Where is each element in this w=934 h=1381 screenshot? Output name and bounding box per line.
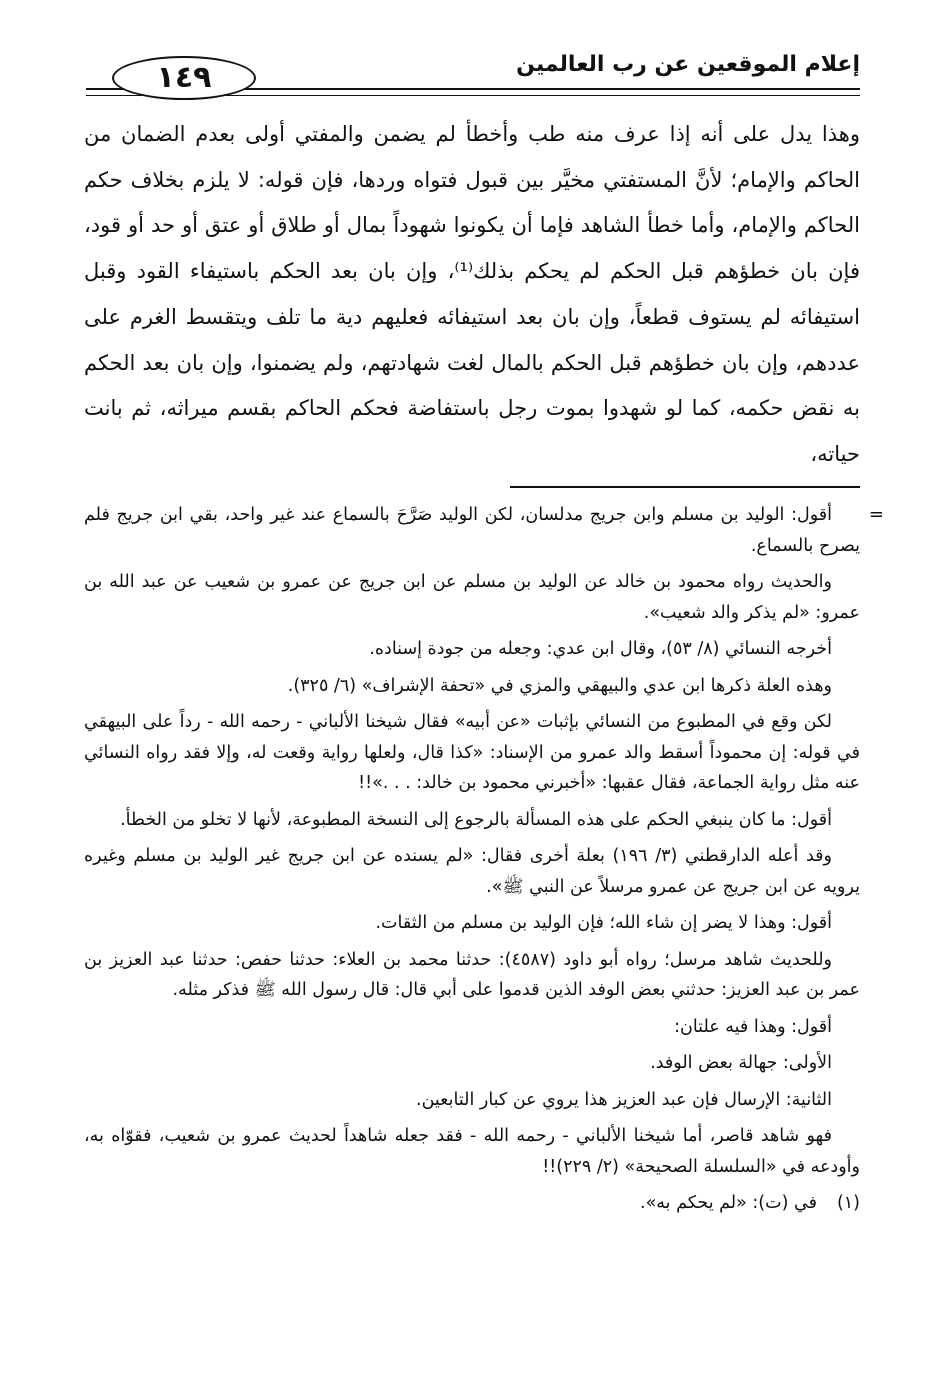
footnotes-block <box>84 500 884 1225</box>
footnote-paragraph: فهو شاهد قاصر، أما شيخنا الألباني - رحمه الله - فقد جعله شاهداً لحديث عمرو بن شعيب، فقوّاه به، وأودعه في «السلسلة الصحيحة» (٢/ ٢٢٩)!! <box>84 1126 860 1177</box>
footnote-separator <box>510 486 860 488</box>
main-paragraph: وهذا يدل على أنه إذا عرف منه طب وأخطأ لم يضمن والمفتي أولى بعدم الضمان من الحاكم والإمام؛ لأنَّ المستفتي مخيَّر بين قبول فتواه وردها، فإن قوله: لا يلزم بخلاف حكم الحاكم والإمام، وأما خطأ الشاهد فإما أن يكونوا شهوداً بمال أو طلاق أو عتق أو حد أو قود، فإن بان خطؤهم قبل الحكم لم يحكم بذلك⁽¹⁾، وإن بان بعد الحكم باستيفاء القود وقبل استيفائه لم يستوف قطعاً، وإن بان بعد استيفائه فعليهم دية ما تلف ويتقسط الغرم على عددهم، وإن بان خطؤهم قبل الحكم بالمال لغت شهادتهم، ولم يضمنوا، وإن بان بعد الحكم به نقض حكمه، كما لو شهدوا بموت رجل باستفاضة فحكم الحاكم بقسم ميراثه، ثم بانت حياته، <box>84 122 860 466</box>
footnote-paragraph: لكن وقع في المطبوع من النسائي بإثبات «عن أبيه» فقال شيخنا الألباني - رحمه الله - رداً على البيهقي في قوله: إن محموداً أسقط والد عمرو من الإسناد: «كذا قال، ولعلها رواية وقعت له، وإلا فقد رواه النسائي عنه مثل رواية الجماعة، فقال عقبها: «أخبرني محمود بن خالد: . . .»!! <box>84 712 860 793</box>
footnote-paragraph: أقول: وهذا لا يضر إن شاء الله؛ فإن الوليد بن مسلم من الثقات. <box>375 913 832 933</box>
footnote-paragraph: والحديث رواه محمود بن خالد عن الوليد بن مسلم عن ابن جريج عن عمرو بن شعيب عن عبد الله بن عمرو: «لم يذكر والد شعيب». <box>84 572 860 623</box>
footnote-paragraph: وقد أعله الدارقطني (٣/ ١٩٦) بعلة أخرى فقال: «لم يسنده عن ابن جريج غير الوليد بن مسلم وغيره يرويه عن ابن جريج عن عمرو مرسلاً عن النبي ﷺ». <box>84 846 860 897</box>
footnote-paragraph: أقول: الوليد بن مسلم وابن جريج مدلسان، لكن الوليد صَرَّحَ بالسماع عند غير واحد، بقي ابن جريج فلم يصرح بالسماع. <box>84 505 860 556</box>
footnote-paragraph: الثانية: الإرسال فإن عبد العزيز هذا يروي عن كبار التابعين. <box>416 1089 832 1110</box>
footnote-paragraph: أقول: وهذا فيه علتان: <box>674 1016 832 1037</box>
page-number: ١٤٩ <box>112 56 256 100</box>
footnote-continuation-mark: = <box>868 504 884 525</box>
footnote-paragraph: وهذه العلة ذكرها ابن عدي والبيهقي والمزي في «تحفة الإشراف» (٦/ ٣٢٥). <box>287 675 832 696</box>
footnote-paragraph: وللحديث شاهد مرسل؛ رواه أبو داود (٤٥٨٧): حدثنا محمد بن العلاء: حدثنا حفص: حدثنا عبد العزيز بن عمر بن عبد العزيز: حدثني بعض الوفد الذين قدموا على أبي قال: قال رسول الله ﷺ فذكر مثله. <box>84 949 860 1000</box>
footnote-paragraph: الأولى: جهالة بعض الوفد. <box>650 1053 832 1073</box>
footnote-paragraph: أخرجه النسائي (٨/ ٥٣)، وقال ابن عدي: وجعله من جودة إسناده. <box>369 639 832 659</box>
footnote-1-text: في (ت): «لم يحكم به». <box>640 1193 817 1213</box>
footnote-1 <box>84 1188 860 1219</box>
main-text-block <box>84 112 860 478</box>
page-header <box>86 52 860 102</box>
footnote-1-number: (١) <box>836 1193 860 1213</box>
footnote-paragraph: أقول: ما كان ينبغي الحكم على هذه المسألة بالرجوع إلى النسخة المطبوعة، لأنها لا تخلو من الخطأ. <box>120 809 832 830</box>
book-title: إعلام الموقعين عن رب العالمين <box>516 52 860 77</box>
